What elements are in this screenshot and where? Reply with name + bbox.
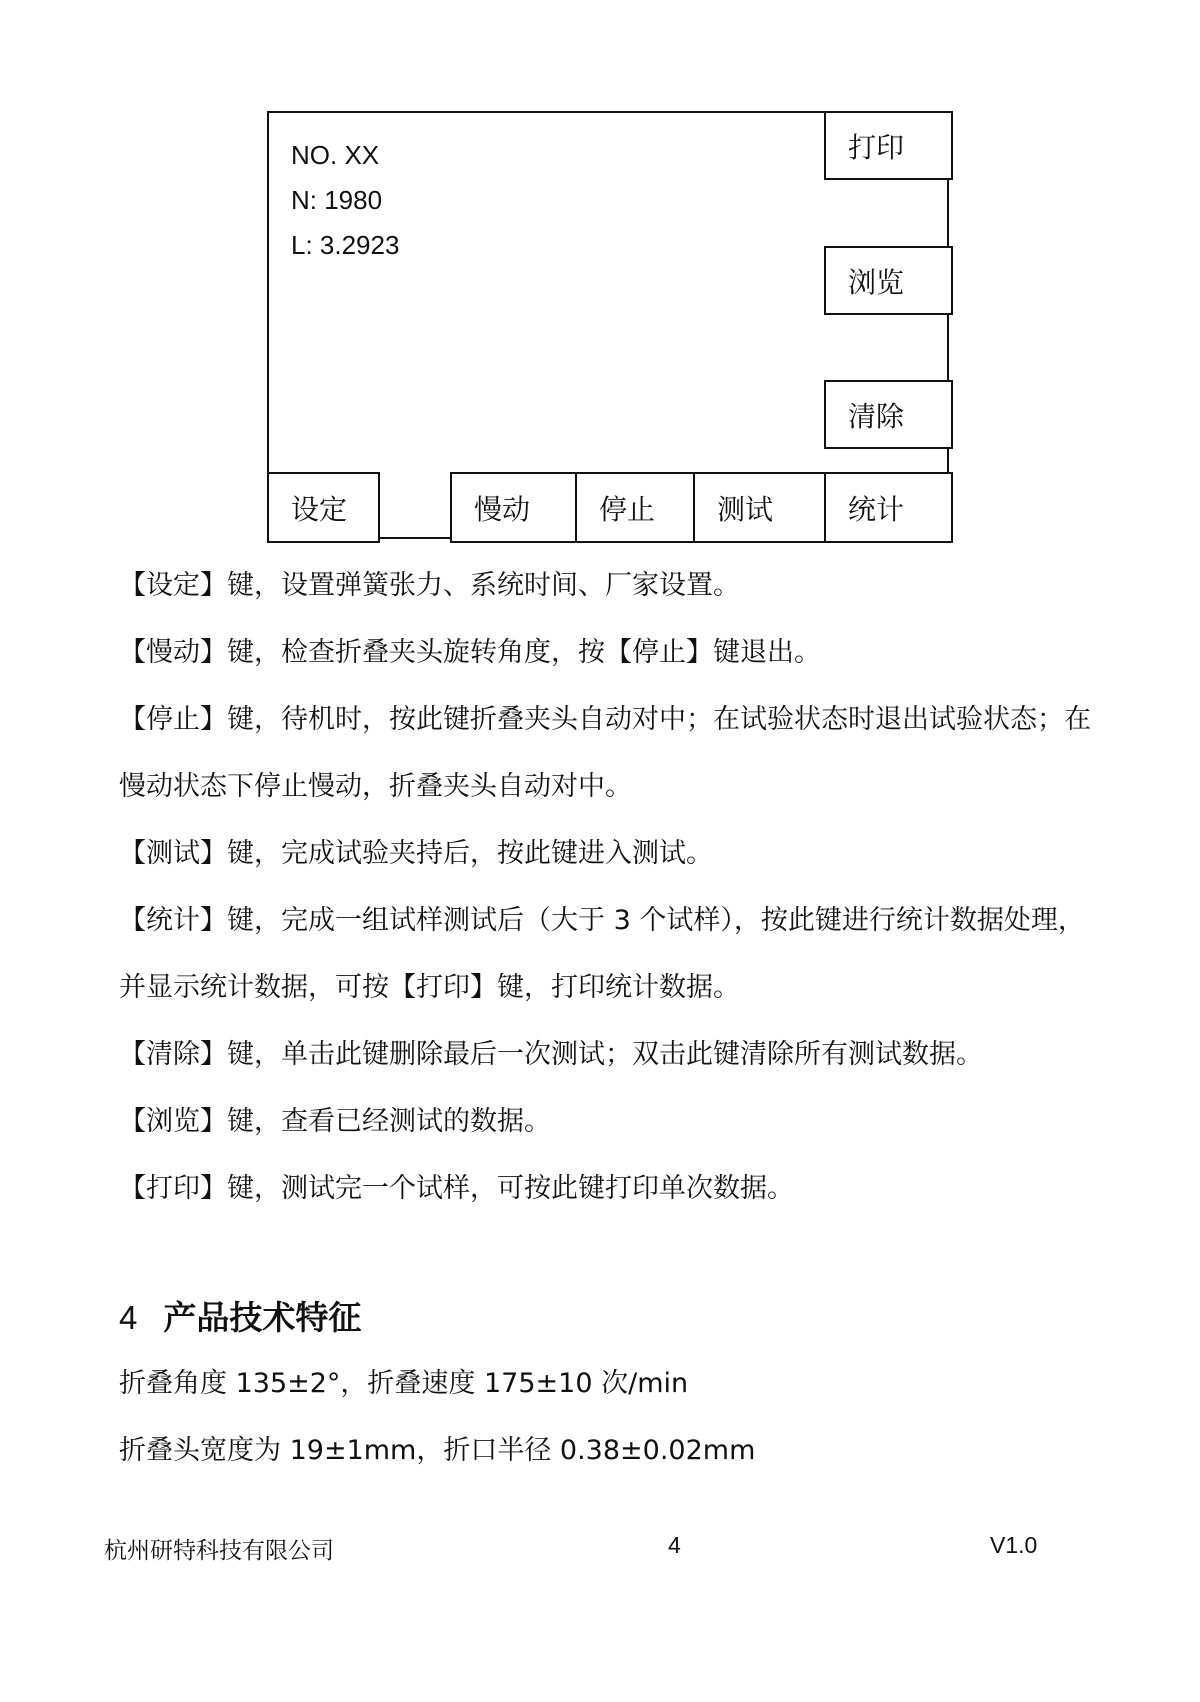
test-key: 测试 [693,472,826,543]
browse-key: 浏览 [824,246,953,315]
stop-key: 停止 [575,472,695,543]
clear-key: 清除 [824,380,953,449]
spec-line-2: 折叠头宽度为 19±1mm，折口半径 0.38±0.02mm [119,1435,756,1466]
desc-statistics: 【统计】键，完成一组试样测试后（大于 3 个试样），按此键进行统计数据处理，并显示统计数据，可按【打印】键，打印统计数据。 [119,905,1085,1003]
desc-clear: 【清除】键，单击此键删除最后一次测试；双击此键清除所有测试数据。 [119,1039,983,1070]
desc-test: 【测试】键，完成试验夹持后，按此键进入测试。 [119,838,713,869]
desc-slow-motion: 【慢动】键，检查折叠夹头旋转角度，按【停止】键退出。 [119,637,821,668]
readout-number: NO. XX [291,140,380,170]
readout-count: N: 1980 [291,185,383,215]
print-key: 打印 [824,111,953,180]
desc-settings: 【设定】键，设置弹簧张力、系统时间、厂家设置。 [119,570,740,601]
statistics-key: 统计 [824,472,953,543]
footer-version: V1.0 [990,1532,1038,1558]
section-number: 4 [119,1299,138,1336]
section-title: 产品技术特征 [163,1298,362,1337]
desc-print: 【打印】键，测试完一个试样，可按此键打印单次数据。 [119,1173,794,1204]
desc-browse: 【浏览】键，查看已经测试的数据。 [119,1106,551,1137]
footer-page-number: 4 [668,1532,681,1558]
readout-length: L: 3.2923 [291,230,400,260]
spec-line-1: 折叠角度 135±2°，折叠速度 175±10 次/min [119,1368,689,1399]
lcd-screen-diagram [267,111,949,539]
desc-stop: 【停止】键，待机时，按此键折叠夹头自动对中；在试验状态时退出试验状态；在慢动状态下停止慢动，折叠夹头自动对中。 [119,704,1091,802]
screen-readout [291,133,399,268]
footer-company: 杭州研特科技有限公司 [104,1538,334,1564]
section-heading [119,1292,361,1339]
settings-key: 设定 [267,472,380,543]
slow-motion-key: 慢动 [450,472,577,543]
